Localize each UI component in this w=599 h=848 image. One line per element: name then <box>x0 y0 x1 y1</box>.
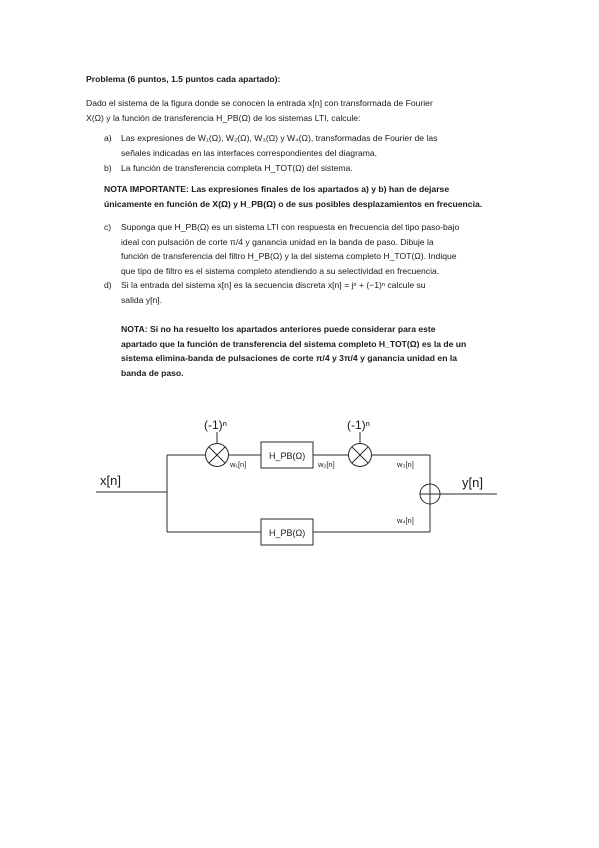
part-c-line-1: Suponga que H_PB(Ω) es un sistema LTI con respuesta en frecuencia del tipo paso-bajo <box>121 222 460 232</box>
part-c-text <box>121 220 459 278</box>
alt-note-line-3: sistema elimina-banda de pulsaciones de corte π/4 y 3π/4 y ganancia unidad en la <box>121 353 458 364</box>
input-label: x[n] <box>100 473 121 488</box>
part-d-line-1: Si la entrada del sistema x[n] es la secuencia discreta x[n] = jⁿ + (−1)ⁿ calcule su <box>121 280 426 290</box>
part-a-line-1: Las expresiones de W₁(Ω), W₂(Ω), W₃(Ω) y W₄(Ω), transformadas de Fourier de las <box>121 133 438 143</box>
part-d-line-2: salida y[n]. <box>121 294 163 305</box>
w2-label: w₂[n] <box>318 460 335 469</box>
part-b-label: b) <box>104 163 112 173</box>
filter-top-label: H_PB(Ω) <box>269 451 306 461</box>
part-c-line-4: que tipo de filtro es el sistema completo atendiendo a su selectividad en frecuencia. <box>121 265 440 276</box>
w3-label: w₃[n] <box>397 460 414 469</box>
part-c-line-3: función de transferencia del filtro H_PB(Ω) y la del sistema completo H_TOT(Ω). Indique <box>121 251 457 262</box>
problem-intro <box>86 96 433 125</box>
important-note-line-1: NOTA IMPORTANTE: Las expresiones finales de los apartados a) y b) han de dejarse <box>104 184 450 194</box>
part-a-text <box>121 131 437 160</box>
alternative-note <box>121 322 466 380</box>
part-c-line-2: ideal con pulsación de corte π/4 y ganancia unidad en la banda de paso. Dibuje la <box>121 236 434 247</box>
important-note-line-2: únicamente en función de X(Ω) y H_PB(Ω) o de sus posibles desplazamientos en frecuencia. <box>104 198 483 209</box>
part-a-label: a) <box>104 133 112 143</box>
part-d-label: d) <box>104 280 112 290</box>
intro-line-1: Dado el sistema de la figura donde se conocen la entrada x[n] con transformada de Fourier <box>86 98 433 108</box>
modulator-1-label: (-1)ⁿ <box>204 418 228 432</box>
alt-note-line-4: banda de paso. <box>121 367 184 378</box>
important-note <box>104 182 482 211</box>
alt-note-line-2: apartado que la función de transferencia del sistema completo H_TOT(Ω) es la de un <box>121 338 467 349</box>
w1-label: w₁[n] <box>230 460 247 469</box>
block-diagram <box>0 400 599 560</box>
part-b-line-1: La función de transferencia completa H_TOT(Ω) del sistema. <box>121 163 353 173</box>
part-c-label: c) <box>104 222 112 232</box>
problem-title: Problema (6 puntos, 1.5 puntos cada apartado): <box>86 74 281 84</box>
intro-line-2: X(Ω) y la función de transferencia H_PB(Ω) de los sistemas LTI, calcule: <box>86 112 361 123</box>
part-d-text <box>121 278 426 307</box>
output-label: y[n] <box>462 475 483 490</box>
part-a-line-2: señales indicadas en las interfaces correspondientes del diagrama. <box>121 147 378 158</box>
filter-bottom-label: H_PB(Ω) <box>269 528 306 538</box>
modulator-2-label: (-1)ⁿ <box>347 418 371 432</box>
w4-label: w₄[n] <box>397 516 414 525</box>
part-b-text <box>121 161 353 176</box>
alt-note-line-1: NOTA: Si no ha resuelto los apartados anteriores puede considerar para este <box>121 324 436 334</box>
